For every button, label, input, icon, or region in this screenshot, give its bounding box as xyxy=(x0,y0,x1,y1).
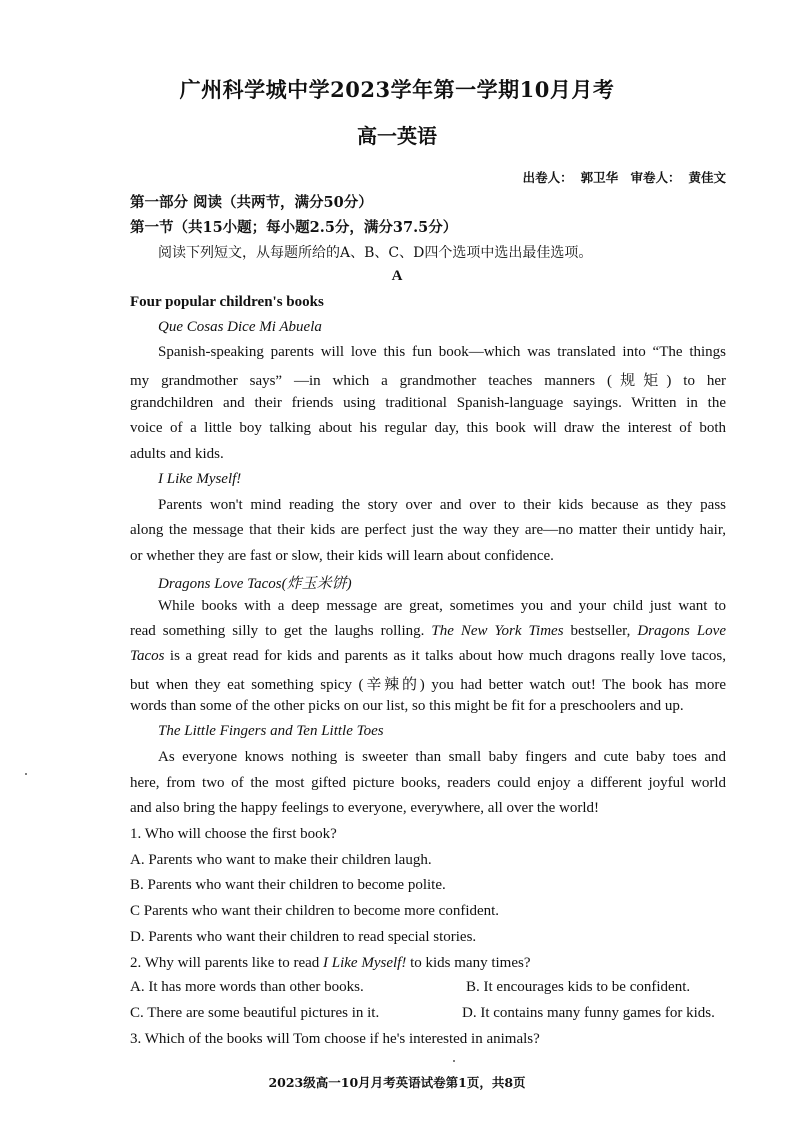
q1-option-c: C Parents who want their children to become more confident. xyxy=(130,903,500,919)
q2-text: 2. Why will parents like to read xyxy=(130,955,324,971)
book1-line: my grandmother says” —in which a grandmother teaches manners (规矩) to her xyxy=(130,373,726,389)
book3-text: bestseller, xyxy=(563,623,638,639)
q1-option-b: B. Parents who want their children to become polite. xyxy=(130,877,446,893)
book4-title: The Little Fingers and Ten Little Toes xyxy=(158,723,384,739)
q1-option-a: A. Parents who want to make their children laugh. xyxy=(130,852,432,868)
book2-line: or whether they are fast or slow, their kids will learn about confidence. xyxy=(130,548,554,564)
setter-name: 郭卫华 xyxy=(580,170,619,185)
book1-line: adults and kids. xyxy=(130,446,224,462)
passage-letter: A xyxy=(391,268,403,284)
book1-title: Que Cosas Dice Mi Abuela xyxy=(158,319,322,335)
book3-line: but when they eat something spicy (辛辣的) you had better watch out! The book has more xyxy=(130,677,726,693)
book3-text: is a great read for kids and parents as it talks about how much dragons really love tacos, xyxy=(164,648,726,664)
reviewer-name: 黄佳文 xyxy=(688,170,726,185)
scan-speck xyxy=(25,773,27,775)
book1-line: grandchildren and their friends using traditional Spanish-language sayings. Written in the xyxy=(130,395,726,411)
book3-line xyxy=(130,648,726,665)
reviewer-label: 审卷人： xyxy=(630,170,681,185)
staff-line xyxy=(515,168,726,186)
book2-line: along the message that their kids are perfect just the way they are—no matter their untidy hair, xyxy=(130,522,726,538)
book3-line: words than some of the other picks on our list, so this might be fit for a preschoolers and up. xyxy=(130,698,684,714)
section-instruction: 阅读下列短文，从每题所给的A、B、C、D四个选项中选出最佳选项。 xyxy=(158,245,593,261)
book3-text: read something silly to get the laughs rolling. xyxy=(130,623,432,639)
book4-line: and also bring the happy feelings to everyone, everywhere, all over the world! xyxy=(130,800,599,816)
book3-line: While books with a deep message are great, sometimes you and your child just want to xyxy=(158,598,726,614)
book3-title-inline: Dragons Love xyxy=(637,623,726,639)
book4-line: As everyone knows nothing is sweeter than small baby fingers and cute baby toes and xyxy=(158,749,726,765)
setter-label: 出卷人： xyxy=(522,170,573,185)
passage-heading: Four popular children's books xyxy=(130,294,324,310)
book3-line xyxy=(130,623,726,640)
q2-option-a: A. It has more words than other books. xyxy=(130,979,364,995)
question-3: 3. Which of the books will Tom choose if he's interested in animals? xyxy=(130,1031,540,1047)
newspaper-name: The New York Times xyxy=(431,623,564,639)
scan-speck xyxy=(453,1060,455,1062)
section-part: 第一部分 阅读（共两节，满分50分） xyxy=(130,194,373,211)
q2-option-d: D. It contains many funny games for kids. xyxy=(462,1005,715,1021)
book3-title: Dragons Love Tacos(炸玉米饼) xyxy=(158,576,352,592)
page-footer: 2023级高一10月月考英语试卷第1页，共8页 xyxy=(268,1075,526,1090)
question-1: 1. Who will choose the first book? xyxy=(130,826,337,842)
book4-line: here, from two of the most gifted picture books, readers could enjoy a different joyful world xyxy=(130,775,726,791)
q1-option-d: D. Parents who want their children to read special stories. xyxy=(130,929,477,945)
book1-line: Spanish-speaking parents will love this fun book—which was translated into “The things xyxy=(158,344,726,360)
subject-title: 高一英语 xyxy=(357,124,437,148)
q2-text: to kids many times? xyxy=(406,955,531,971)
book2-line: Parents won't mind reading the story over and over to their kids because as they pass xyxy=(158,497,726,513)
q2-book-title: I Like Myself! xyxy=(323,955,407,971)
book3-title-inline: Tacos xyxy=(130,648,165,664)
book1-line: voice of a little boy talking about his regular day, this book will draw the interest of both xyxy=(130,420,726,436)
q2-option-b: B. It encourages kids to be confident. xyxy=(466,979,691,995)
exam-title: 广州科学城中学2023学年第一学期10月月考 xyxy=(179,77,615,102)
book2-title: I Like Myself! xyxy=(158,471,242,487)
q2-option-c: C. There are some beautiful pictures in it. xyxy=(130,1005,380,1021)
section-subsection: 第一节（共15小题；每小题2.5分，满分37.5分） xyxy=(130,219,458,236)
question-2 xyxy=(130,955,530,972)
